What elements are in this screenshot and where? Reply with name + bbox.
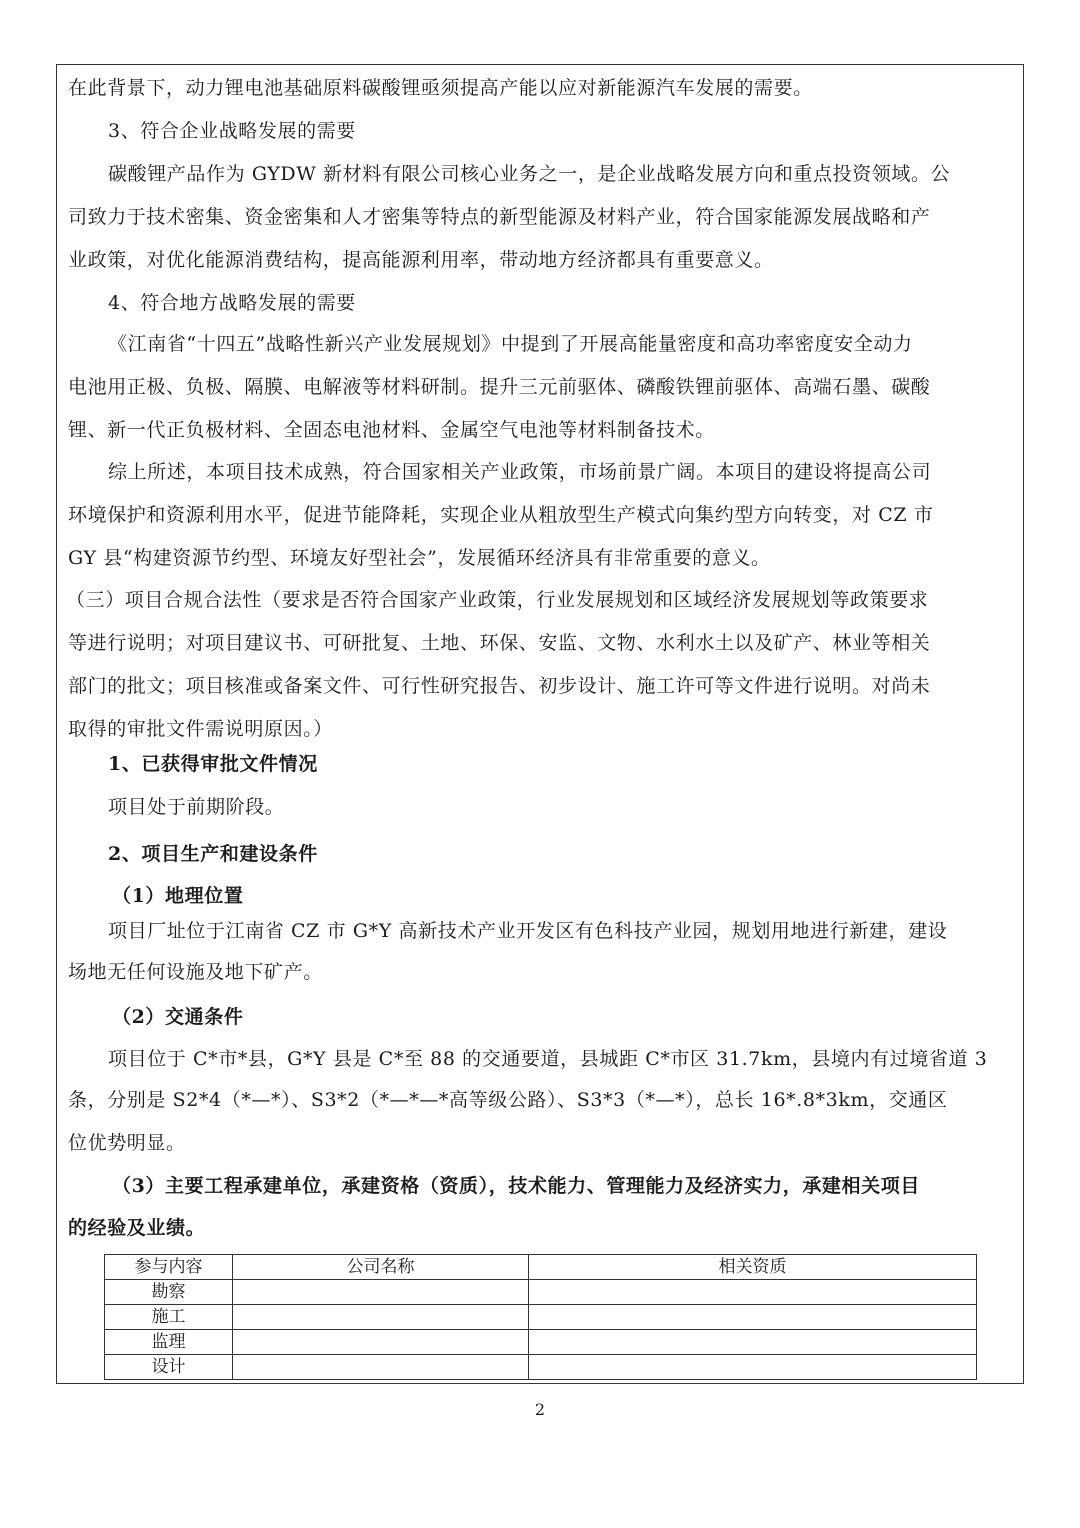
text-line: 碳酸锂产品作为 GYDW 新材料有限公司核心业务之一，是企业战略发展方向和重点投资领域。公 [108, 163, 951, 185]
table-row [105, 1355, 977, 1380]
table-row [105, 1305, 977, 1330]
text-line: 条，分别是 S2*4（*—*）、S3*2（*—*—*高等级公路）、S3*3（*—*），总长 16*.8*3km，交通区 [68, 1089, 948, 1111]
company-name-cell[interactable] [233, 1355, 529, 1380]
text-line: 《江南省“十四五”战略性新兴产业发展规划》中提到了开展高能量密度和高功率密度安全动力 [108, 333, 913, 355]
text-line: 部门的批文；项目核准或备案文件、可行性研究报告、初步设计、施工许可等文件进行说明。对尚未 [68, 675, 931, 697]
text-line: 锂、新一代正负极材料、全固态电池材料、金属空气电池等材料制备技术。 [68, 419, 715, 441]
text-line: GY 县“构建资源节约型、环境友好型社会”，发展循环经济具有非常重要的意义。 [68, 547, 771, 569]
company-name-cell[interactable] [233, 1305, 529, 1330]
table-cell: 监理 [105, 1330, 233, 1355]
table-header: 公司名称 [233, 1255, 529, 1280]
section-heading: （1）地理位置 [112, 885, 244, 907]
qualification-cell[interactable] [529, 1305, 977, 1330]
text-line: 司致力于技术密集、资金密集和人才密集等特点的新型能源及材料产业，符合国家能源发展战略和产 [68, 206, 931, 228]
table-cell: 勘察 [105, 1280, 233, 1305]
table-row [105, 1330, 977, 1355]
qualification-cell[interactable] [529, 1355, 977, 1380]
section-heading: 1、已获得审批文件情况 [108, 753, 318, 775]
section-heading: 2、项目生产和建设条件 [108, 843, 318, 865]
text-line: 位优势明显。 [68, 1132, 186, 1154]
table-header-row [105, 1255, 977, 1280]
text-line: 综上所述，本项目技术成熟，符合国家相关产业政策，市场前景广阔。本项目的建设将提高公司 [108, 461, 932, 483]
table-header: 相关资质 [529, 1255, 977, 1280]
text-line: 在此背景下，动力锂电池基础原料碳酸锂亟须提高产能以应对新能源汽车发展的需要。 [68, 77, 813, 99]
text-line: 环境保护和资源利用水平，促进节能降耗，实现企业从粗放型生产模式向集约型方向转变，对 CZ 市 [68, 504, 934, 526]
text-line: 业政策，对优化能源消费结构，提高能源利用率，带动地方经济都具有重要意义。 [68, 249, 774, 271]
text-line: 项目位于 C*市*县，G*Y 县是 C*至 88 的交通要道，县城距 C*市区 31.7km，县境内有过境省道 3 [108, 1048, 988, 1070]
text-line: 电池用正极、负极、隔膜、电解液等材料研制。提升三元前驱体、磷酸铁锂前驱体、高端石墨、碳酸 [68, 376, 931, 398]
section-heading: 3、符合企业战略发展的需要 [108, 120, 356, 142]
company-name-cell[interactable] [233, 1280, 529, 1305]
table-cell: 施工 [105, 1305, 233, 1330]
table-cell: 设计 [105, 1355, 233, 1380]
text-line: 场地无任何设施及地下矿产。 [68, 961, 323, 983]
text-line: （三）项目合规合法性（要求是否符合国家产业政策，行业发展规划和区域经济发展规划等政策要求 [66, 589, 929, 611]
qualification-cell[interactable] [529, 1280, 977, 1305]
company-name-cell[interactable] [233, 1330, 529, 1355]
page-number: 2 [534, 1400, 546, 1419]
qualification-cell[interactable] [529, 1330, 977, 1355]
text-line: 的经验及业绩。 [68, 1217, 206, 1239]
text-line: 项目处于前期阶段。 [108, 796, 285, 818]
section-heading: （3）主要工程承建单位，承建资格（资质），技术能力、管理能力及经济实力，承建相关项目 [112, 1175, 920, 1197]
table-header: 参与内容 [105, 1255, 233, 1280]
contractor-table [104, 1254, 977, 1380]
section-heading: 4、符合地方战略发展的需要 [108, 292, 356, 314]
text-line: 取得的审批文件需说明原因。） [68, 718, 333, 740]
section-heading: （2）交通条件 [112, 1006, 244, 1028]
text-line: 项目厂址位于江南省 CZ 市 G*Y 高新技术产业开发区有色科技产业园，规划用地进行新建，建设 [108, 920, 948, 942]
table-row [105, 1280, 977, 1305]
text-line: 等进行说明；对项目建议书、可研批复、土地、环保、安监、文物、水利水土以及矿产、林业等相关 [68, 632, 931, 654]
